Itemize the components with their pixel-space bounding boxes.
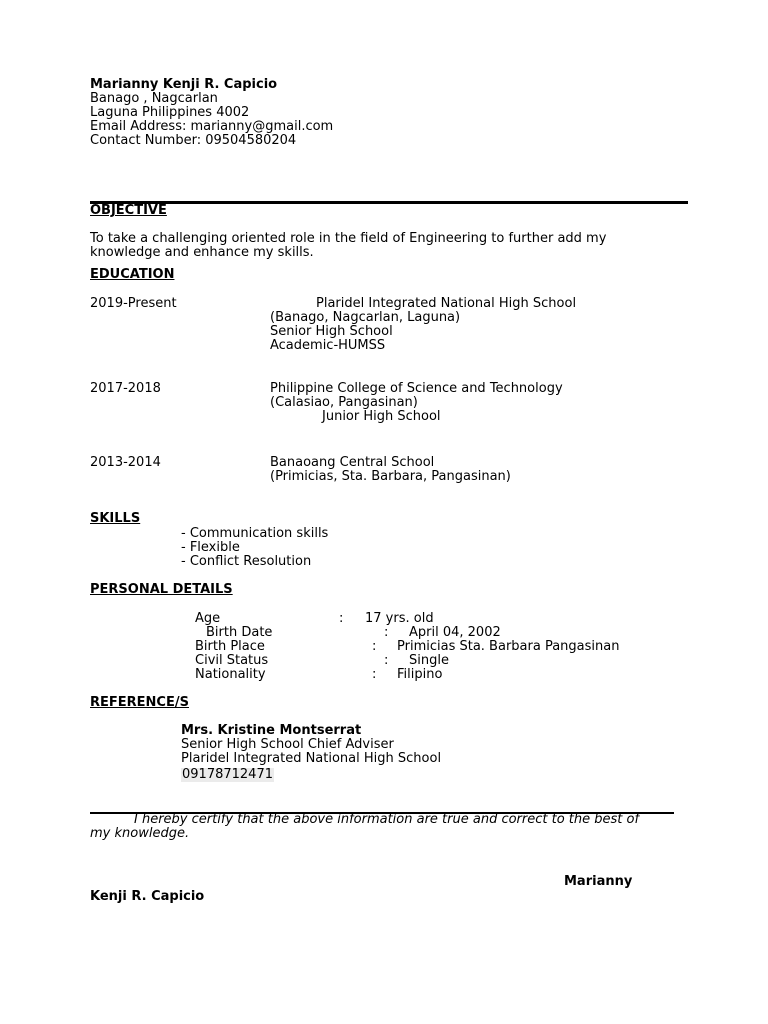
- education-location: (Banago, Nagcarlan, Laguna): [270, 310, 461, 325]
- education-strand: Academic-HUMSS: [270, 338, 386, 353]
- skill-item: - Flexible: [181, 540, 240, 555]
- detail-label: Birth Place: [195, 639, 265, 654]
- detail-value: 17 yrs. old: [365, 611, 434, 626]
- detail-value: April 04, 2002: [409, 625, 501, 640]
- objective-text-2: knowledge and enhance my skills.: [90, 245, 314, 260]
- objective-text-1: To take a challenging oriented role in the field of Engineering to further add my: [90, 231, 607, 246]
- detail-separator: :: [372, 639, 377, 654]
- education-school: Plaridel Integrated National High School: [316, 296, 577, 311]
- detail-value: Primicias Sta. Barbara Pangasinan: [397, 639, 620, 654]
- reference-title: Senior High School Chief Adviser: [181, 737, 394, 752]
- skills-heading: SKILLS: [90, 511, 141, 526]
- detail-separator: :: [339, 611, 344, 626]
- detail-separator: :: [384, 653, 389, 668]
- reference-phone: 09178712471: [182, 767, 273, 782]
- signature-last-name: Kenji R. Capicio: [90, 889, 205, 904]
- certification-text-1: I hereby certify that the above information are true and correct to the best of: [134, 812, 640, 827]
- detail-label: Civil Status: [195, 653, 269, 668]
- education-location: (Primicias, Sta. Barbara, Pangasinan): [270, 469, 511, 484]
- education-heading: EDUCATION: [90, 267, 175, 282]
- signature-first-name: Marianny: [564, 874, 633, 889]
- personal-details-heading: PERSONAL DETAILS: [90, 582, 233, 597]
- detail-label: Nationality: [195, 667, 266, 682]
- detail-label: Birth Date: [206, 625, 273, 640]
- header-divider: [90, 201, 688, 204]
- education-school: Philippine College of Science and Technology: [270, 381, 563, 396]
- reference-school: Plaridel Integrated National High School: [181, 751, 442, 766]
- skill-item: - Communication skills: [181, 526, 329, 541]
- detail-label: Age: [195, 611, 221, 626]
- address-line-2: Laguna Philippines 4002: [90, 105, 250, 120]
- address-line-1: Banago , Nagcarlan: [90, 91, 218, 106]
- certification-text-2: my knowledge.: [90, 826, 190, 841]
- applicant-name: Marianny Kenji R. Capicio: [90, 77, 278, 92]
- detail-value: Filipino: [397, 667, 443, 682]
- education-level: Senior High School: [270, 324, 393, 339]
- contact-line: Contact Number: 09504580204: [90, 133, 297, 148]
- detail-separator: :: [372, 667, 377, 682]
- education-years: 2017-2018: [90, 381, 161, 396]
- education-school: Banaoang Central School: [270, 455, 435, 470]
- education-years: 2019-Present: [90, 296, 177, 311]
- reference-heading: REFERENCE/S: [90, 695, 189, 710]
- detail-separator: :: [384, 625, 389, 640]
- skill-item: - Conflict Resolution: [181, 554, 312, 569]
- education-years: 2013-2014: [90, 455, 161, 470]
- education-level: Junior High School: [322, 409, 441, 424]
- email-line: Email Address: marianny@gmail.com: [90, 119, 334, 134]
- reference-name: Mrs. Kristine Montserrat: [181, 723, 362, 738]
- education-location: (Calasiao, Pangasinan): [270, 395, 418, 410]
- objective-heading: OBJECTIVE: [90, 203, 167, 218]
- detail-value: Single: [409, 653, 449, 668]
